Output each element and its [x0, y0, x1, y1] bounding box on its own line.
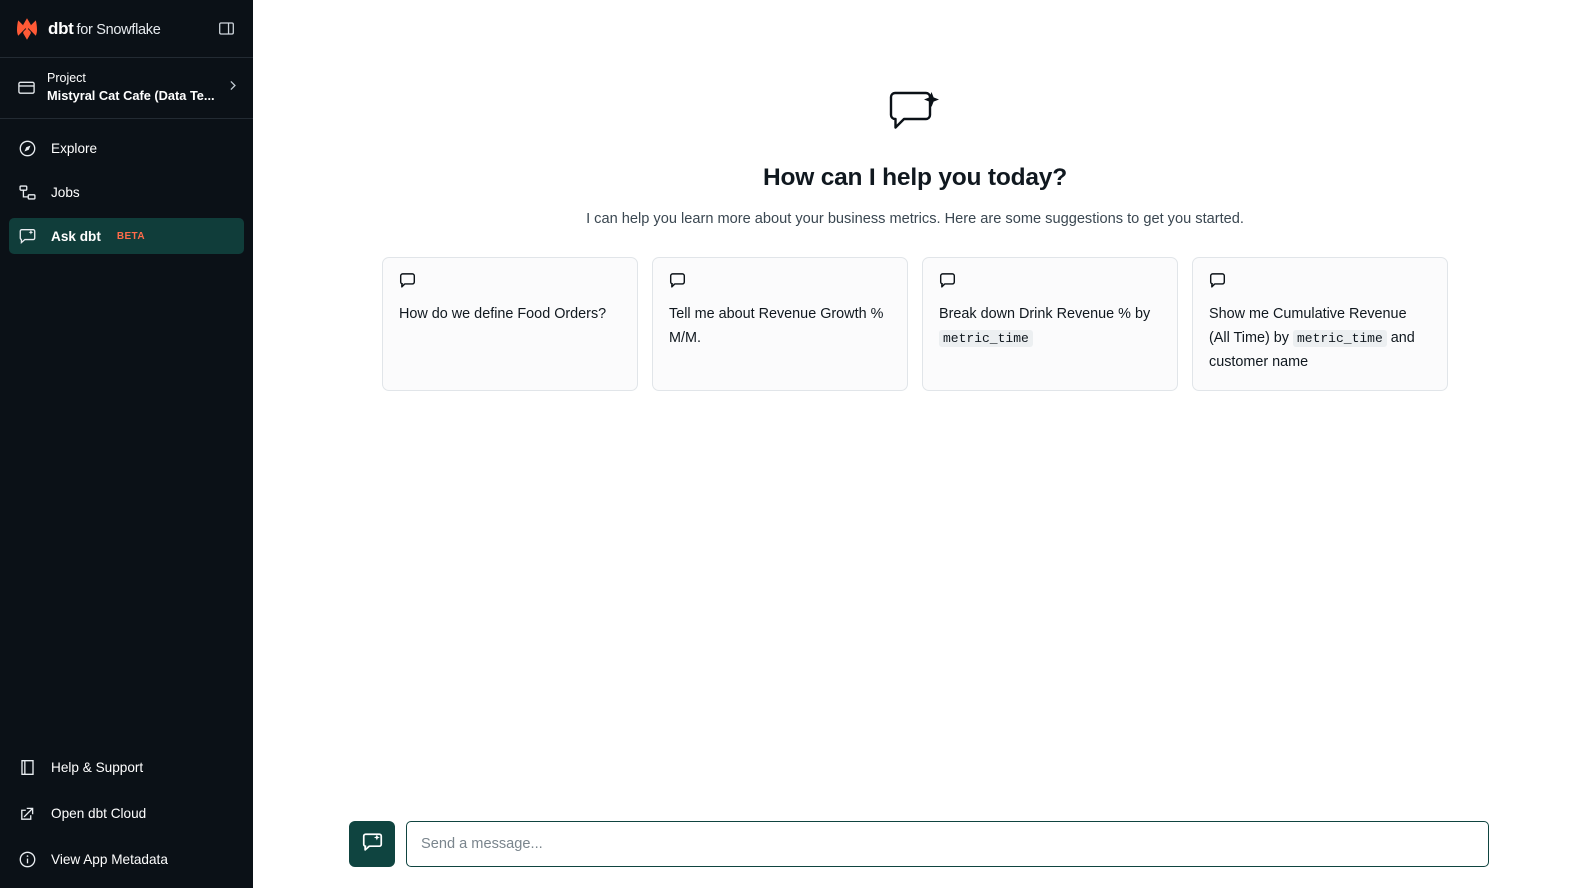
suggestion-text: Show me Cumulative Revenue (All Time) by metric_time and customer name [1209, 306, 1415, 370]
chat-bubble-icon [939, 272, 1161, 294]
sidebar-item-label: View App Metadata [51, 851, 168, 867]
suggestion-text: Break down Drink Revenue % by metric_time [939, 306, 1151, 346]
brand-row [0, 0, 253, 57]
suggestion-card[interactable] [922, 257, 1178, 391]
new-chat-button[interactable] [349, 821, 395, 867]
info-circle-icon [17, 850, 37, 869]
panel-collapse-icon[interactable] [213, 16, 239, 42]
dbt-logo-icon [14, 16, 40, 42]
page-title: How can I help you today? [762, 164, 1067, 191]
project-label: Project [47, 71, 86, 85]
code-chip: metric_time [939, 330, 1033, 347]
hero-section [253, 0, 1577, 227]
jobs-icon [17, 183, 37, 202]
sidebar-item-jobs[interactable] [9, 174, 244, 210]
chat-bubble-icon [669, 272, 891, 294]
suggestion-text: Tell me about Revenue Growth % M/M. [669, 306, 884, 346]
suggestion-text: How do we define Food Orders? [399, 306, 607, 322]
sidebar-item-ask-dbt[interactable] [9, 218, 244, 254]
compass-icon [17, 139, 37, 158]
suggestion-card[interactable] [652, 257, 908, 391]
hero-subtitle: I can help you learn more about your business metrics. Here are some suggestions to get you started. [586, 211, 1244, 227]
status-badge: BETA [116, 230, 145, 242]
message-input[interactable] [406, 821, 1489, 867]
external-link-icon [17, 804, 37, 823]
project-name: Mistyral Cat Cafe (Data Te... [47, 88, 215, 103]
sidebar-item-label: Explore [51, 140, 98, 156]
sidebar-item-open-dbt-cloud[interactable] [9, 795, 244, 831]
brand-title [48, 19, 160, 39]
sidebar-item-label: Help & Support [51, 759, 144, 775]
sidebar-item-label: Ask dbt [51, 228, 101, 244]
sidebar-item-label: Jobs [51, 184, 80, 200]
sidebar-item-view-app-metadata[interactable] [9, 841, 244, 877]
sidebar-bottom-nav [0, 744, 253, 888]
sidebar-item-explore[interactable] [9, 130, 244, 166]
sidebar-nav [0, 119, 253, 258]
brand-name: dbt [48, 18, 74, 38]
suggestion-list [253, 257, 1577, 391]
ask-dbt-icon [17, 227, 37, 246]
suggestion-card[interactable] [382, 257, 638, 391]
new-chat-icon [361, 831, 384, 857]
suggestion-card[interactable] [1192, 257, 1448, 391]
chat-bubble-icon [399, 272, 621, 294]
book-icon [17, 758, 37, 777]
chat-sparkle-icon [886, 86, 944, 147]
brand-suffix: for Snowflake [76, 21, 161, 38]
project-texts [47, 71, 215, 103]
project-icon [17, 78, 36, 97]
sidebar-item-label: Open dbt Cloud [51, 805, 147, 821]
sidebar-item-help-support[interactable] [9, 749, 244, 785]
chat-bubble-icon [1209, 272, 1431, 294]
chevron-right-icon [226, 79, 239, 95]
sidebar [0, 0, 253, 888]
project-switcher[interactable] [0, 58, 253, 118]
main-content [253, 0, 1577, 888]
message-composer [253, 821, 1577, 867]
code-chip: metric_time [1293, 330, 1387, 347]
